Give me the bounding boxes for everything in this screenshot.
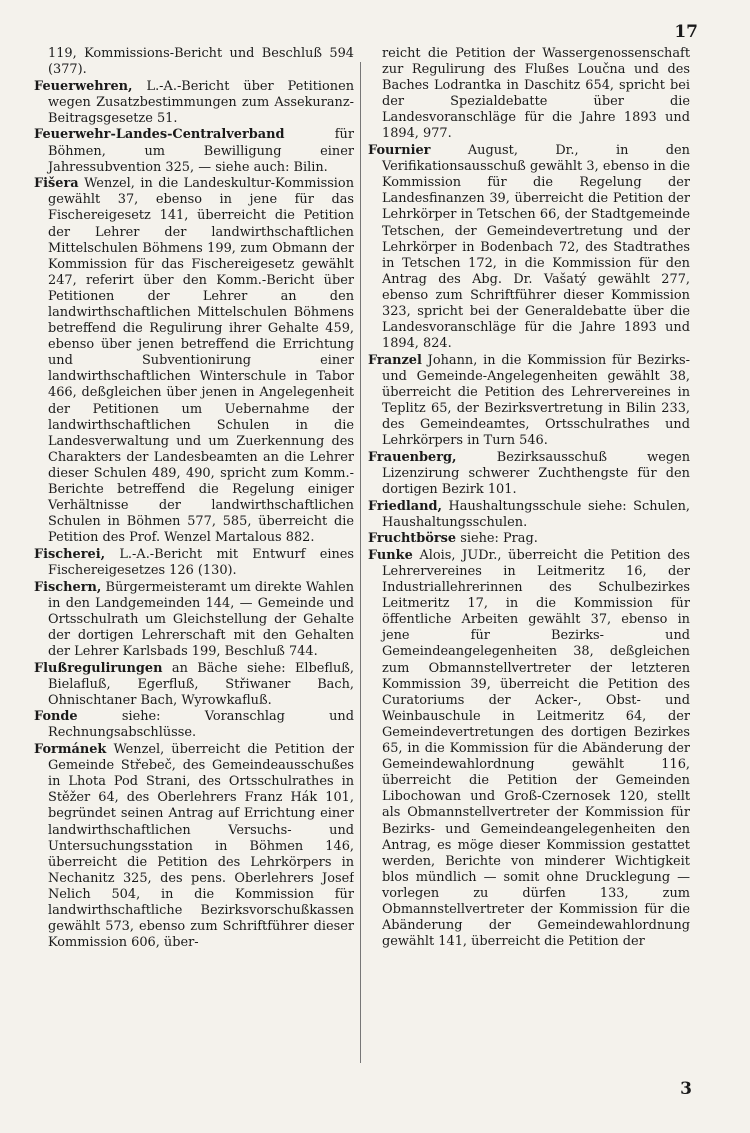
index-entry [34,709,354,741]
entry-text: Wenzel, überreicht die Petition der Gemeinde Střebeč, des Gemeindeausschußes in Lhota Pod Strani, des Ortsschulrathes in Stěžer 64, des Oberlehrers Franz Hák 101, begründet seinen Antrag auf Errichtung einer landwirthschaftlichen Versuchs- und Untersuchungsstation in Böhmen 146, überreicht die Petition des Lehrkörpers in Nechanitz 325, des pens. Oberlehrers Josef Nelich 504, in die Kommission für landwirthschaftliche Bezirksvorschußkassen gewählt 573, ebenso zum Schriftführer dieser Kommission 606, über- [48,742,354,951]
entry-text: Alois, JUDr., überreicht die Petition des Lehrervereines in Leitmeritz 16, der Industriallehrerinnen des Schulbezirkes Leitmeritz 17, in die Kommission für öffentliche Arbeiten gewählt 37, ebenso in jene für Bezirks- und Gemeindeangelegenheiten 38, deßgleichen zum Obmannstellvertreter der letzteren Kommission 39, überreicht die Petition des Curatoriums der Acker-, Obst- und Weinbauschule in Leitmeritz 64, der Gemeindevertretungen des dortigen Bezirkes 65, in die Kommission für die Abänderung der Gemeindewahlordnung gewählt 116, überreicht die Petition der Gemeinden Libochowan und Groß-Czernosek 120, stellt als Obmannstellvertreter der Kommission für Bezirks- und Gemeindeangelegenheiten den Antrag, es möge dieser Kommission gestattet werden, Berichte von minderer Wichtigkeit blos mündlich — somit ohne Drucklegung — vorlegen zu dürfen 133, zum Obmannstellvertreter der Kommission für die Abänderung der Gemeindewahlordnung gewählt 141, überreicht die Petition der [382,547,690,950]
index-entry [368,353,690,450]
entry-keyword: Fruchtbörse [368,531,457,547]
right-column [368,46,690,1067]
index-entry [368,143,690,352]
entry-keyword: Fišera [34,176,79,192]
entry-text: siehe: Voranschlag und Rechnungsabschlüsse. [48,709,354,741]
entry-keyword: Fischerei, [34,546,106,562]
index-entry [368,499,690,531]
left-column [34,46,354,1067]
index-entry [34,547,354,579]
entry-keyword: Franzel [368,352,422,368]
entry-keyword: Fonde [34,709,78,725]
entry-text: Bürgermeisteramt um direkte Wahlen in den Landgemeinden 144, — Gemeinde und Ortsschulrath um Gleichstellung der Gehalte der dortigen Lehrerschaft mit den Gehalten der Lehrer Karlsbads 199, Beschluß 744. [48,579,354,659]
index-entry [34,661,354,709]
entry-keyword: Formánek [34,742,107,758]
entry-keyword: Funke [368,547,413,563]
entry-text: L.-A.-Bericht mit Entwurf eines Fischereigesetzes 126 (130). [48,546,354,578]
index-entry [368,450,690,498]
entry-text: siehe: Prag. [456,531,538,547]
entry-text: reicht die Petition der Wassergenossenschaft zur Regulirung des Flußes Loučna und des Baches Lodrantka in Daschitz 654, spricht bei der Spezialdebatte über die Landesvoranschläge für die Jahre 1893 und 1894, 977. [382,46,690,142]
page-number: 17 [674,22,698,42]
entry-text: Johann, in die Kommission für Bezirks- und Gemeinde-Angelegenheiten gewählt 38, überreicht die Petition des Lehrervereines in Teplitz 65, der Bezirksvertretung in Bilin 233, des Gemeindeamtes, Ortsschulrathes und Lehrkörpers in Turn 546. [382,352,690,449]
entry-text: Wenzel, in die Landeskultur-Kommission gewählt 37, ebenso in jene für das Fischereigesetz 141, überreicht die Petition der Lehrer der landwirthschaftlichen Mittelschulen Böhmens 199, zum Obmann der Kommission für das Fischereigesetz gewählt 247, referirt über den Komm.-Bericht über Petitionen der Lehrer an den landwirthschaftlichen Mittelschulen Böhmens betreffend die Regulirung ihrer Gehalte 459, ebenso über jenen betreffend die Errichtung und Subventionirung einer landwirthschaftlichen Winterschule in Tabor 466, deßgleichen über jenen in Angelegenheit der Petitionen um Uebernahme der landwirthschaftlichen Schulen in die Landesverwaltung und um Zuerkennung des Charakters der Landesbeamten an die Lehrer dieser Schulen 489, 490, spricht zum Komm.-Berichte betreffend die Regelung einiger Verhältnisse der landwirthschaftlichen Schulen in Böhmen 577, 585, überreicht die Petition des Prof. Wenzel Martalous 882. [48,176,354,546]
entry-keyword: Fournier [368,143,431,159]
entry-text: August, Dr., in den Verifikationsausschuß gewählt 3, ebenso in die Kommission für die Regelung der Landesfinanzen 39, überreicht die Petition der Lehrkörper in Tetschen 66, der Stadtgemeinde Tetschen, der Gemeindevertretung und der Lehrkörper in Bodenbach 72, des Stadtrathes in Tetschen 172, in die Kommission für den Antrag des Abg. Dr. Vašatý gewählt 277, ebenso zum Schriftführer dieser Kommission 323, spricht bei der Generaldebatte über die Landesvoranschläge für die Jahre 1893 und 1894, 824. [382,143,690,352]
entry-keyword: Fischern, [34,579,102,595]
index-entry [34,176,354,546]
entry-text: L.-A.-Bericht über Petitionen wegen Zusatzbestimmungen zum Assekuranz-Beitragsgesetze 51. [48,78,354,126]
index-entry [368,46,690,143]
index-entry [34,580,354,660]
signature-mark: 3 [680,1079,692,1099]
column-divider [360,62,361,1063]
index-entry [34,79,354,127]
entry-keyword: Friedland, [368,498,442,514]
index-entry [368,531,690,547]
entry-keyword: Frauenberg, [368,449,457,465]
entry-text: 119, Kommissions-Bericht und Beschluß 594 (377). [48,46,354,78]
index-entry [34,742,354,951]
entry-keyword: Feuerwehr-Landes-Centralverband [34,127,285,143]
entry-text: an Bäche siehe: Elbefluß, Bielafluß, Egerfluß, Střiwaner Bach, Ohnischtaner Bach, Wyrowkafluß. [48,660,354,708]
entry-text: Haushaltungsschule siehe: Schulen, Haushaltungsschulen. [382,498,690,530]
index-entry [34,127,354,175]
entry-text: für Böhmen, um Bewilligung einer Jahressubvention 325, — siehe auch: Bilin. [48,127,354,175]
entry-keyword: Flußregulirungen [34,660,163,676]
entry-keyword: Feuerwehren, [34,78,133,94]
entry-text: Bezirksausschuß wegen Lizenzirung schwerer Zuchthengste für den dortigen Bezirk 101. [382,449,690,498]
index-entry [368,548,690,950]
index-entry [34,46,354,78]
